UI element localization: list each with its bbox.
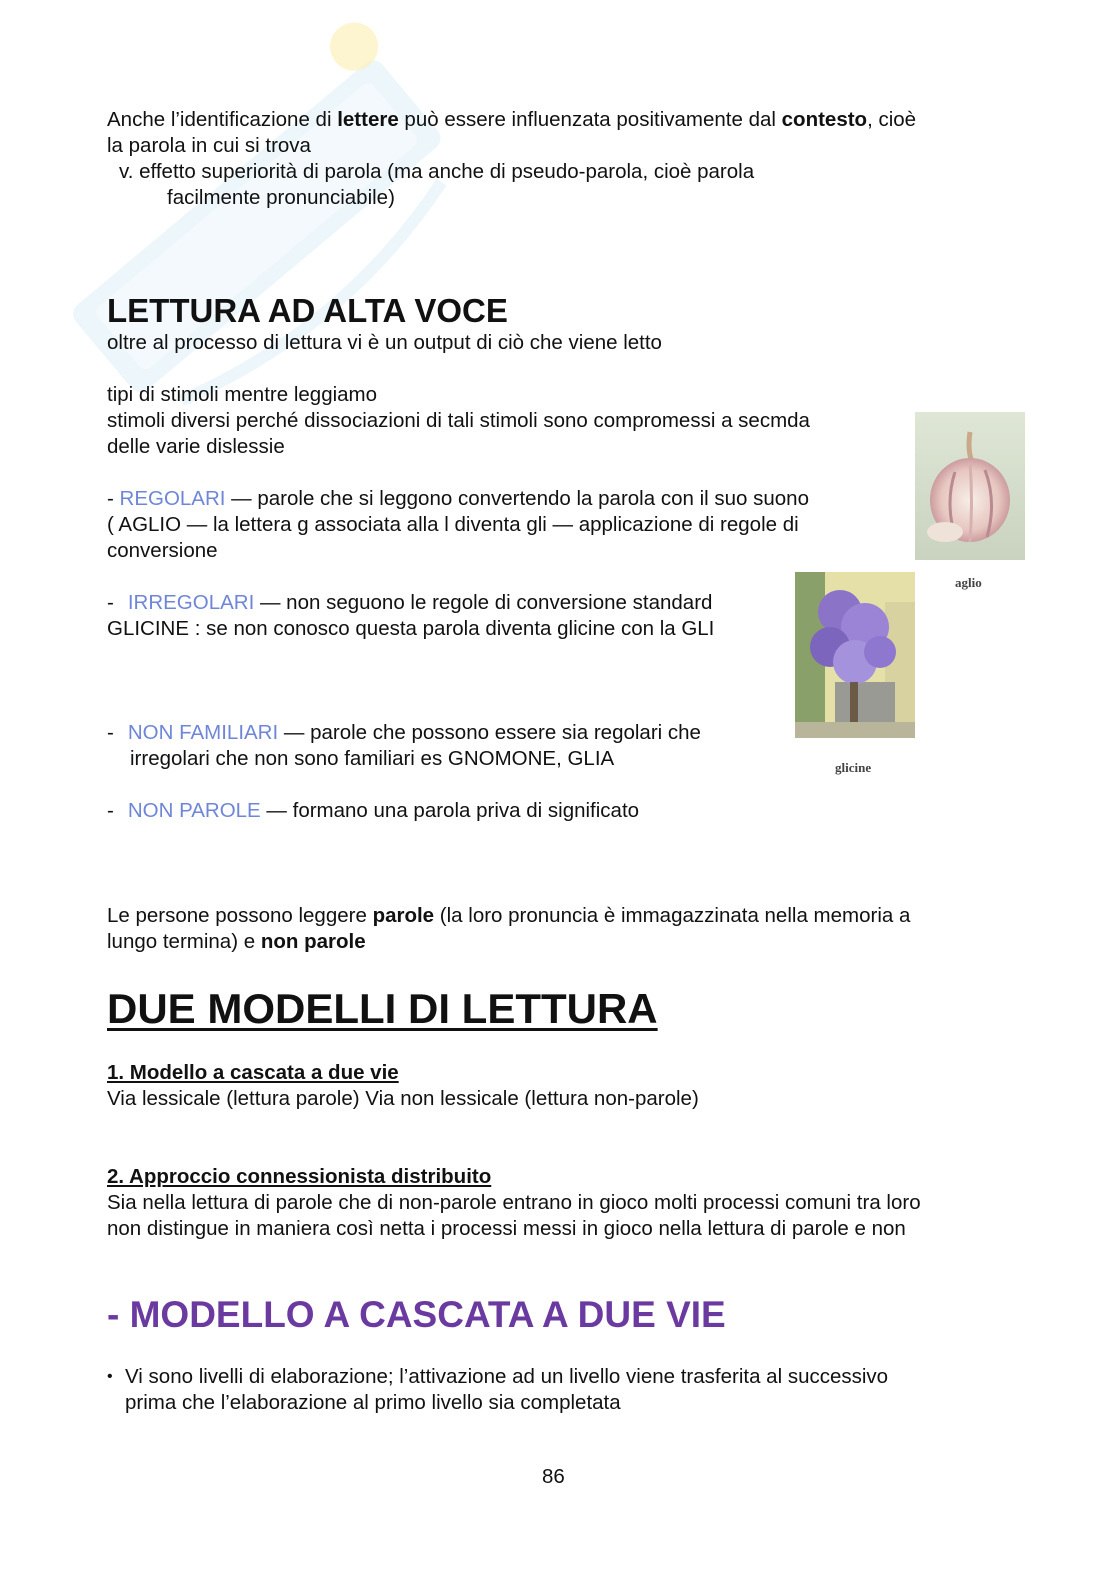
aglio-image xyxy=(915,412,1025,560)
modello-2-title: 2. Approccio connessionista distribuito xyxy=(107,1165,492,1188)
lettura-line-2: tipi di stimoli mentre leggiamo xyxy=(107,383,378,406)
non-familiari-line-1: - NON FAMILIARI — parole che possono essere sia regolari che xyxy=(107,721,701,744)
bullet-icon: • xyxy=(107,1368,113,1385)
regolari-line-2: ( AGLIO — la lettera g associata alla l diventa gli — applicazione di regole di xyxy=(107,513,799,536)
irregolari-line-2: GLICINE : se non conosco questa parola diventa glicine con la GLI xyxy=(107,617,715,640)
intro-line-1: Anche l’identificazione di lettere può essere influenzata positivamente dal contesto, cioè xyxy=(107,108,917,131)
modello-2-line-1: Sia nella lettura di parole che di non-parole entrano in gioco molti processi comuni tra loro xyxy=(107,1191,921,1214)
glicine-image xyxy=(795,572,915,738)
intro-line-4: facilmente pronunciabile) xyxy=(167,186,395,209)
irregolari-line-1: - IRREGOLARI — non seguono le regole di conversione standard xyxy=(107,591,713,614)
page-number: 86 xyxy=(542,1465,565,1488)
heading-due-modelli: DUE MODELLI DI LETTURA xyxy=(107,985,658,1032)
intro-line-2: la parola in cui si trova xyxy=(107,134,311,157)
persone-line-1: Le persone possono leggere parole (la loro pronuncia è immagazzinata nella memoria a xyxy=(107,904,911,927)
modello-1-text: Via lessicale (lettura parole) Via non lessicale (lettura non-parole) xyxy=(107,1087,699,1110)
non-parole-line: - NON PAROLE — formano una parola priva di significato xyxy=(107,799,640,822)
intro-line-3: v. effetto superiorità di parola (ma anche di pseudo-parola, cioè parola xyxy=(119,160,755,183)
watermark-logo xyxy=(30,20,490,440)
lettura-line-3: stimoli diversi perché dissociazioni di tali stimoli sono compromessi a secmda xyxy=(107,409,810,432)
aglio-caption: aglio xyxy=(955,575,982,590)
modello-2-line-2: non distingue in maniera così netta i processi messi in gioco nella lettura di parole e non xyxy=(107,1217,906,1240)
heading-modello-cascata: - MODELLO A CASCATA A DUE VIE xyxy=(107,1294,726,1335)
lettura-line-1: oltre al processo di lettura vi è un output di ciò che viene letto xyxy=(107,331,662,354)
non-familiari-line-2: irregolari che non sono familiari es GNOMONE, GLIA xyxy=(130,747,615,770)
modello-1-title: 1. Modello a cascata a due vie xyxy=(107,1061,399,1084)
regolari-line-3: conversione xyxy=(107,539,218,562)
cascata-line-2: prima che l’elaborazione al primo livello sia completata xyxy=(125,1391,621,1414)
lettura-line-4: delle varie dislessie xyxy=(107,435,285,458)
heading-lettura: LETTURA AD ALTA VOCE xyxy=(107,292,508,329)
glicine-caption: glicine xyxy=(835,760,872,775)
cascata-line-1: Vi sono livelli di elaborazione; l’attivazione ad un livello viene trasferita al successivo xyxy=(125,1365,889,1388)
regolari-line-1: - REGOLARI — parole che si leggono convertendo la parola con il suo suono xyxy=(107,487,809,510)
persone-line-2: lungo termina) e non parole xyxy=(107,930,366,953)
